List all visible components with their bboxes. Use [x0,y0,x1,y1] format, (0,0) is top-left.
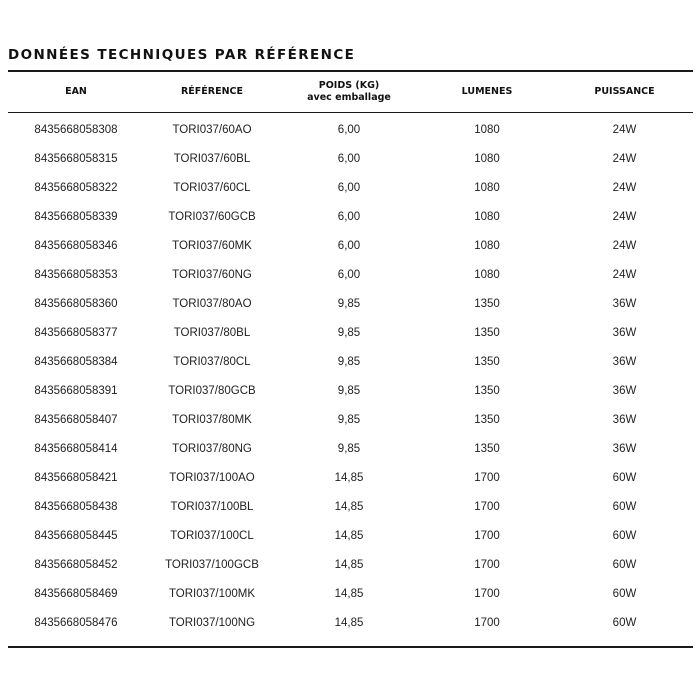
cell-ean: 8435668058452 [34,558,118,571]
cell-lumenes: 1350 [474,413,500,426]
cell-reference: TORI037/60AO [172,123,252,136]
cell-puissance: 60W [612,500,637,513]
cell-reference: TORI037/60CL [173,181,251,194]
cell-lumenes: 1350 [474,442,500,455]
table-row [8,492,693,521]
cell-ean: 8435668058469 [34,587,118,600]
table-row [8,173,693,202]
header-puissance: PUISSANCE [594,86,655,97]
cell-reference: TORI037/80BL [173,326,251,339]
cell-puissance: 36W [612,442,637,455]
cell-puissance: 36W [612,413,637,426]
cell-poids: 9,85 [337,442,361,455]
cell-poids: 6,00 [337,181,361,194]
cell-poids: 14,85 [334,529,364,542]
header-ean: EAN [65,86,87,97]
table-bottom-rule [8,646,693,648]
cell-puissance: 24W [612,268,637,281]
table-row [8,202,693,231]
cell-ean: 8435668058315 [34,152,118,165]
cell-poids: 9,85 [337,326,361,339]
header-poids-sub: avec emballage [307,92,391,103]
table-row [8,144,693,173]
cell-puissance: 60W [612,529,637,542]
cell-lumenes: 1350 [474,297,500,310]
table-row [8,318,693,347]
cell-reference: TORI037/60BL [173,152,251,165]
cell-lumenes: 1080 [474,239,500,252]
cell-puissance: 36W [612,326,637,339]
cell-poids: 14,85 [334,471,364,484]
cell-puissance: 36W [612,384,637,397]
cell-lumenes: 1350 [474,355,500,368]
cell-reference: TORI037/80MK [172,413,252,426]
cell-puissance: 36W [612,297,637,310]
cell-poids: 6,00 [337,152,361,165]
cell-lumenes: 1080 [474,210,500,223]
cell-lumenes: 1700 [474,587,500,600]
cell-ean: 8435668058377 [34,326,118,339]
cell-lumenes: 1700 [474,471,500,484]
table-row [8,115,693,144]
cell-reference: TORI037/80AO [172,297,252,310]
cell-reference: TORI037/100NG [168,616,256,629]
cell-ean: 8435668058421 [34,471,118,484]
cell-ean: 8435668058346 [34,239,118,252]
cell-lumenes: 1080 [474,152,500,165]
cell-ean: 8435668058407 [34,413,118,426]
cell-ean: 8435668058391 [34,384,118,397]
page-title: DONNÉES TECHNIQUES PAR RÉFÉRENCE [8,47,356,63]
cell-puissance: 24W [612,210,637,223]
cell-lumenes: 1080 [474,123,500,136]
table-row [8,405,693,434]
table-row [8,550,693,579]
cell-ean: 8435668058308 [34,123,118,136]
cell-poids: 14,85 [334,558,364,571]
cell-poids: 6,00 [337,239,361,252]
table-header [8,72,693,113]
cell-lumenes: 1350 [474,384,500,397]
cell-ean: 8435668058384 [34,355,118,368]
cell-poids: 6,00 [337,268,361,281]
cell-ean: 8435668058360 [34,297,118,310]
table-row [8,231,693,260]
cell-reference: TORI037/60NG [172,268,252,281]
cell-reference: TORI037/60MK [172,239,252,252]
cell-puissance: 24W [612,239,637,252]
table-row [8,521,693,550]
cell-lumenes: 1700 [474,529,500,542]
table-row [8,376,693,405]
cell-reference: TORI037/60GCB [168,210,256,223]
cell-reference: TORI037/100MK [168,587,256,600]
cell-poids: 14,85 [334,616,364,629]
cell-poids: 6,00 [337,123,361,136]
specs-table [8,70,693,648]
cell-puissance: 60W [612,616,637,629]
cell-lumenes: 1080 [474,268,500,281]
cell-poids: 9,85 [337,384,361,397]
table-body [8,113,693,637]
header-poids-label: POIDS (KG) [318,80,380,91]
cell-puissance: 24W [612,152,637,165]
cell-ean: 8435668058414 [34,442,118,455]
cell-poids: 14,85 [334,587,364,600]
cell-puissance: 60W [612,558,637,571]
cell-ean: 8435668058353 [34,268,118,281]
cell-reference: TORI037/80CL [173,355,251,368]
cell-reference: TORI037/100AO [169,471,255,484]
cell-reference: TORI037/80GCB [168,384,256,397]
cell-puissance: 60W [612,587,637,600]
cell-poids: 9,85 [337,413,361,426]
cell-ean: 8435668058438 [34,500,118,513]
table-row [8,434,693,463]
cell-puissance: 24W [612,181,637,194]
cell-lumenes: 1700 [474,616,500,629]
cell-reference: TORI037/100GCB [165,558,259,571]
cell-poids: 9,85 [337,355,361,368]
cell-ean: 8435668058445 [34,529,118,542]
cell-puissance: 60W [612,471,637,484]
cell-reference: TORI037/100CL [170,529,254,542]
table-row [8,260,693,289]
header-reference: RÉFÉRENCE [180,86,243,97]
cell-ean: 8435668058339 [34,210,118,223]
cell-poids: 9,85 [337,297,361,310]
cell-poids: 6,00 [337,210,361,223]
cell-ean: 8435668058476 [34,616,118,629]
cell-puissance: 24W [612,123,637,136]
cell-puissance: 36W [612,355,637,368]
header-poids [280,80,418,104]
cell-lumenes: 1700 [474,500,500,513]
table-row [8,608,693,637]
cell-poids: 14,85 [334,500,364,513]
cell-lumenes: 1080 [474,181,500,194]
table-row [8,579,693,608]
header-lumenes: LUMENES [461,86,513,97]
cell-reference: TORI037/100BL [170,500,254,513]
table-row [8,463,693,492]
cell-lumenes: 1350 [474,326,500,339]
table-row [8,347,693,376]
cell-lumenes: 1700 [474,558,500,571]
cell-reference: TORI037/80NG [172,442,252,455]
cell-ean: 8435668058322 [34,181,118,194]
table-row [8,289,693,318]
